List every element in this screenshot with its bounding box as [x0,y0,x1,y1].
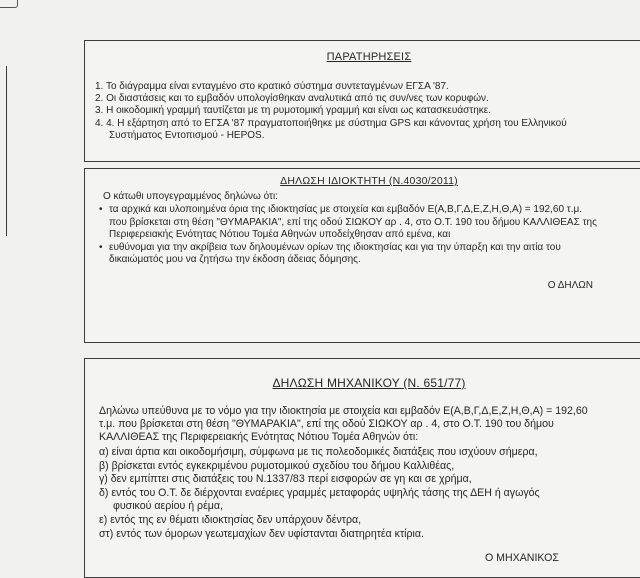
notes-item: Συστήματος Εντοπισμού - HEPOS. [109,129,265,141]
owner-declaration-box [84,168,640,343]
engineer-item: στ) εντός των όμορων γεωτεμαχίων δεν υφίστανται διατηρητέα κτίρια. [99,527,424,540]
corner-mark [0,0,18,8]
engineer-item: ε) εντός της εν θέματι ιδιοκτησίας δεν υπάρχουν δέντρα, [99,513,362,526]
owner-bullet-line: που βρίσκεται στη θέση "ΘΥΜΑΡΑΚΙΑ", επί της οδού ΣΙΩΚΟΥ αρ . 4, στο Ο.Τ. 190 του δήμου ΚΑΛΛΙΘΕΑΣ της [109,216,597,228]
owner-bullets [99,204,640,267]
notes-title: ΠΑΡΑΤΗΡΗΣΕΙΣ [326,51,412,63]
engineer-intro-line: Δηλώνω υπεύθυνα με το νόμο για την ιδιοκτησία με στοιχεία και εμβαδόν Ε(Α,Β,Γ,Δ,Ε,Ζ,Η,Θ,Α) = 192,60 [99,405,588,417]
engineer-signature: Ο ΜΗΧΑΝΙΚΟΣ [485,552,559,564]
bullet-marker: • [99,241,103,253]
notes-list [95,81,635,142]
owner-signature: Ο ΔΗΛΩΝ [547,280,593,291]
owner-bullet-2 [99,242,640,267]
engineer-declaration-box [84,358,640,578]
owner-bullet-line: δικαιώματός μου να ζητήσω την έκδοση άδειας δόμησης. [109,254,361,265]
notes-item: 1. Το διάγραμμα είναι ενταγμένο στο κρατικό σύστημα συντεταγμένων ΕΓΣΑ '87. [95,81,449,92]
engineer-intro-line: ΚΑΛΛΙΘΕΑΣ της Περιφερειακής Ενότητας Νότιου Τομέα Αθηνών ότι: [99,431,419,444]
owner-bullet-line: ευθύνομαι για την ακρίβεια των δηλουμένων ορίων της ιδιοκτησίας και για την ύπαρξη και την αιτία του [109,241,561,253]
engineer-item: δ) εντός του Ο.Τ. δε διέρχονται εναέριες γραμμές μεταφοράς υψηλής τάσης της ΔΕΗ ή αγωγός [99,486,540,499]
owner-bullet-1 [99,204,640,242]
notes-box [84,40,640,162]
engineer-item: γ) δεν εμπίπτει στις διατάξεις του Ν.1337/83 περί εισφορών σε γη και σε χρήμα, [99,473,472,486]
bullet-marker: • [99,204,103,215]
owner-title: ΔΗΛΩΣΗ ΙΔΙΟΚΤΗΤΗ (Ν.4030/2011) [280,175,458,187]
engineer-item: β) βρίσκεται εντός εγκεκριμένου ρυμοτομικού σχεδίου του δήμου Καλλιθέας, [99,459,455,472]
engineer-intro-line: τ.μ. που βρίσκεται στη θέση "ΘΥΜΑΡΑΚΙΑ", επί της οδού ΣΙΩΚΟΥ αρ . 4, στο Ο.Τ. 190 του δήμου [99,418,554,431]
engineer-items [99,446,640,541]
engineer-intro [99,405,640,445]
notes-item: 3. Η οικοδομική γραμμή ταυτίζεται με τη ρυμοτομική γραμμή και είναι ως κατασκευάστηκε. [95,105,492,117]
notes-item: 4. 4. Η εξάρτηση από το ΕΓΣΑ '87 πραγματοποιήθηκε με σύστημα GPS και κάνοντας χρήση του Ελληνικού [95,117,567,129]
owner-bullet-line: Περιφερειακής Ενότητας Νότιου Τομέα Αθηνών υποδείχθησαν από εμένα, και [109,229,451,240]
owner-bullet-line: τα αρχικά και υλοποιημένα όρια της ιδιοκτησίας με στοιχεία και εμβαδόν Ε(Α,Β,Γ,Δ,Ε,Ζ,Η,Θ,Α) = 192,60 τ.μ. [109,204,583,215]
margin-line [6,66,7,236]
engineer-item: φυσικού αερίου ή ρέμα, [113,500,223,513]
notes-item: 2. Οι διαστάσεις και το εμβαδόν υπολογίσθηκαν αναλυτικά από τις συν/νες των κορυφών. [95,93,489,105]
engineer-title: ΔΗΛΩΣΗ ΜΗΧΑΝΙΚΟΥ (Ν. 651/77) [272,376,466,390]
owner-intro: Ο κάτωθι υπογεγραμμένος δηλώνω ότι: [103,191,278,202]
engineer-item: α) είναι άρτια και οικοδομήσιμη, σύμφωνα με τις πολεοδομικές διατάξεις που ισχύουν σήμερα, [99,446,538,458]
